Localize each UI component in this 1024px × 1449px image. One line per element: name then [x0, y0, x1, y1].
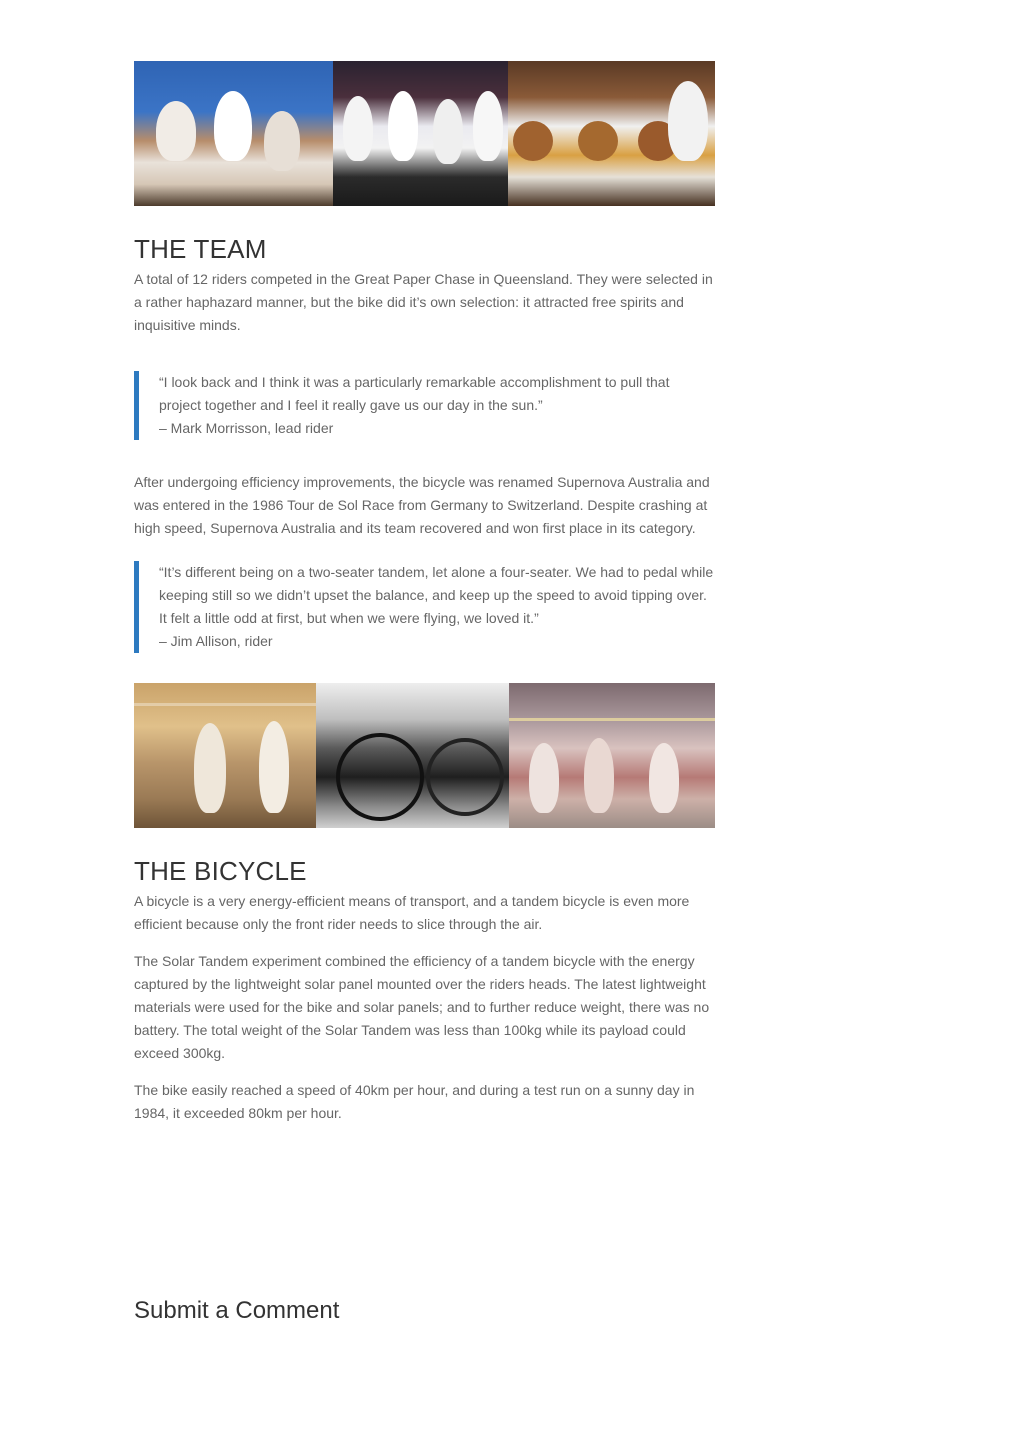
bicycle-heading: THE BICYCLE	[134, 856, 307, 886]
bicycle-paragraph: A bicycle is a very energy-efficient means of transport, and a tandem bicycle is even more efficient because only the front rider needs to slice through the air.	[134, 893, 690, 932]
bicycle-photo-2	[316, 683, 509, 828]
bicycle-paragraph: The bike easily reached a speed of 40km per hour, and during a test run on a sunny day in 1984, it exceeded 80km per hour.	[134, 1082, 695, 1121]
team-photo-3	[508, 61, 715, 206]
bicycle-paragraph: The Solar Tandem experiment combined the efficiency of a tandem bicycle with the energy captured by the lightweight solar panel mounted over the riders heads. The latest lightweight materials were used for the bike and solar panels; and to further reduce weight, there was no battery. The total weight of the Solar Tandem was less than 100kg while its payload could exceed 300kg.	[134, 953, 710, 1061]
team-heading: THE TEAM	[134, 234, 267, 264]
quote-attribution: – Jim Allison, rider	[159, 633, 273, 649]
submit-comment-heading: Submit a Comment	[134, 1297, 340, 1324]
bicycle-photo-strip	[134, 683, 715, 828]
quote-text: “It’s different being on a two-seater tandem, let alone a four-seater. We had to pedal while keeping still so we didn’t upset the balance, and keep up the speed to avoid tipping over. It felt a little odd at first, but when we were flying, we loved it.”	[159, 564, 714, 626]
quote-mark-morrisson	[134, 371, 715, 440]
team-intro-paragraph: A total of 12 riders competed in the Great Paper Chase in Queensland. They were selected in a rather haphazard manner, but the bike did it’s own selection: it attracted free spirits and inquisitive minds.	[134, 271, 713, 333]
supernova-paragraph: After undergoing efficiency improvements, the bicycle was renamed Supernova Australia and was entered in the 1986 Tour de Sol Race from Germany to Switzerland. Despite crashing at high speed, Supernova Australia and its team recovered and won first place in its category.	[134, 474, 710, 536]
team-photo-2	[333, 61, 508, 206]
article-content	[134, 61, 715, 1325]
quote-jim-allison	[134, 561, 715, 653]
bicycle-photo-1	[134, 683, 316, 828]
quote-attribution: – Mark Morrisson, lead rider	[159, 420, 334, 436]
team-photo-strip	[134, 61, 715, 206]
quote-text: “I look back and I think it was a particularly remarkable accomplishment to pull that project together and I feel it really gave us our day in the sun.”	[159, 374, 670, 413]
bicycle-photo-3	[509, 683, 715, 828]
team-photo-1	[134, 61, 333, 206]
